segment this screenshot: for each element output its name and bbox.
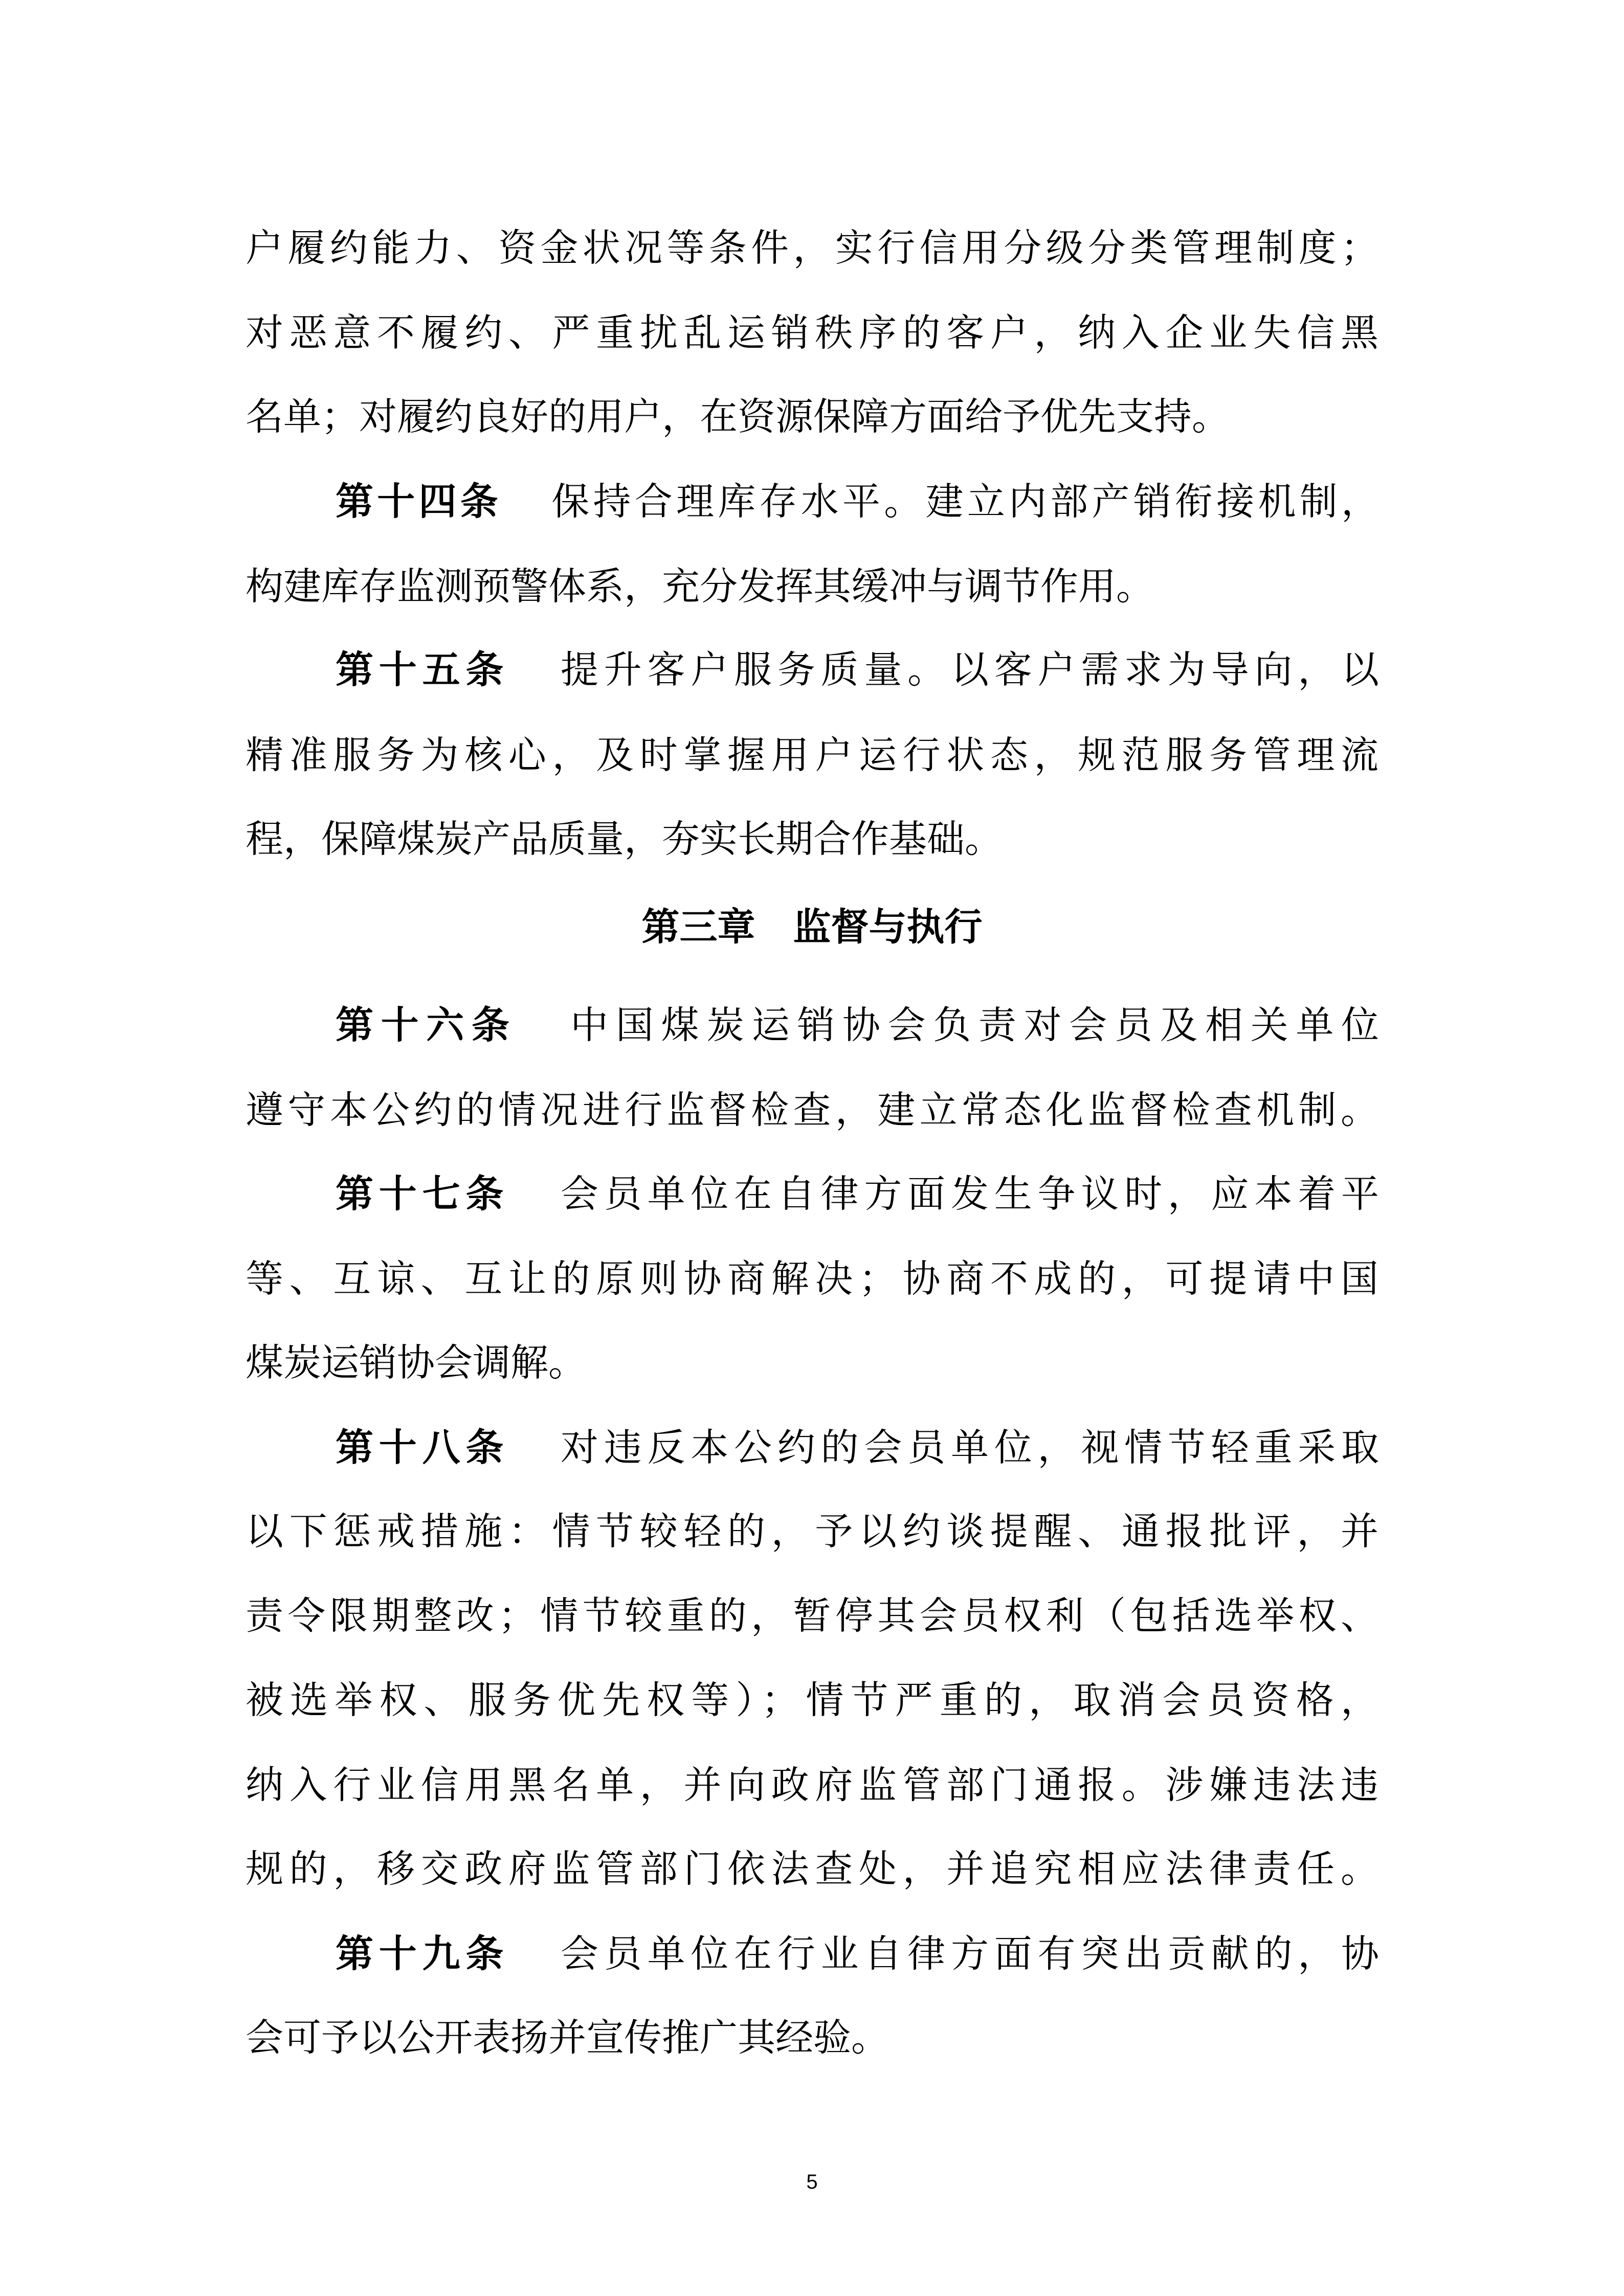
paragraph-line [336, 1931, 1379, 1977]
paragraph-line [336, 479, 1379, 525]
paragraph-line: 责令限期整改；情节较重的，暂停其会员权利（包括选举权、 [246, 1594, 1378, 1638]
paragraph-line: 程，保障煤炭产品质量，夯实长期合作基础。 [246, 817, 1003, 861]
article-number: 第十七条 [336, 1172, 509, 1216]
paragraph-line [336, 1002, 1379, 1048]
paragraph-line: 户履约能力、资金状况等条件，实行信用分级分类管理制度； [246, 226, 1378, 270]
paragraph-line: 煤炭运销协会调解。 [246, 1341, 586, 1385]
paragraph-line: 精准服务为核心，及时掌握用户运行状态，规范服务管理流 [246, 733, 1378, 777]
article-number: 第十九条 [336, 1932, 509, 1976]
paragraph-text: 中国煤炭运销协会负责对会员及相关单位 [563, 1003, 1379, 1047]
page-number: 5 [806, 2171, 818, 2193]
article-number: 第十四条 [336, 480, 502, 524]
paragraph-line: 被选举权、服务优先权等）；情节严重的，取消会员资格， [246, 1678, 1378, 1722]
paragraph-text: 对违反本公约的会员单位，视情节轻重采取 [555, 1426, 1380, 1470]
paragraph-line: 以下惩戒措施：情节较轻的，予以约谈提醒、通报批评，并 [246, 1510, 1378, 1554]
chapter-heading: 第三章 监督与执行 [641, 905, 983, 949]
article-number: 第十八条 [336, 1426, 509, 1470]
paragraph-text: 保持合理库存水平。建立内部产销衔接机制， [548, 480, 1379, 524]
paragraph-line: 名单；对履约良好的用户，在资源保障方面给予优先支持。 [246, 395, 1230, 439]
paragraph-line: 等、互谅、互让的原则协商解决；协商不成的，可提请中国 [246, 1257, 1378, 1301]
paragraph-line: 构建库存监测预警体系，充分发挥其缓冲与调节作用。 [246, 565, 1154, 609]
paragraph-line [336, 1171, 1379, 1217]
paragraph-text: 提升客户服务质量。以客户需求为导向，以 [555, 648, 1380, 692]
paragraph-text: 会员单位在行业自律方面有突出贡献的，协 [555, 1932, 1380, 1976]
paragraph-line: 会可予以公开表扬并宣传推广其经验。 [246, 2016, 889, 2060]
paragraph-text: 会员单位在自律方面发生争议时，应本着平 [555, 1172, 1380, 1216]
paragraph-line: 对恶意不履约、严重扰乱运销秩序的客户，纳入企业失信黑 [246, 311, 1378, 355]
paragraph-line [336, 647, 1379, 693]
article-number: 第十五条 [336, 648, 509, 692]
paragraph-line: 纳入行业信用黑名单，并向政府监管部门通报。涉嫌违法违 [246, 1763, 1378, 1807]
paragraph-line: 遵守本公约的情况进行监督检查，建立常态化监督检查机制。 [246, 1088, 1378, 1132]
article-number: 第十六条 [336, 1003, 517, 1047]
paragraph-line: 规的，移交政府监管部门依法查处，并追究相应法律责任。 [246, 1847, 1378, 1891]
paragraph-line [336, 1425, 1379, 1471]
